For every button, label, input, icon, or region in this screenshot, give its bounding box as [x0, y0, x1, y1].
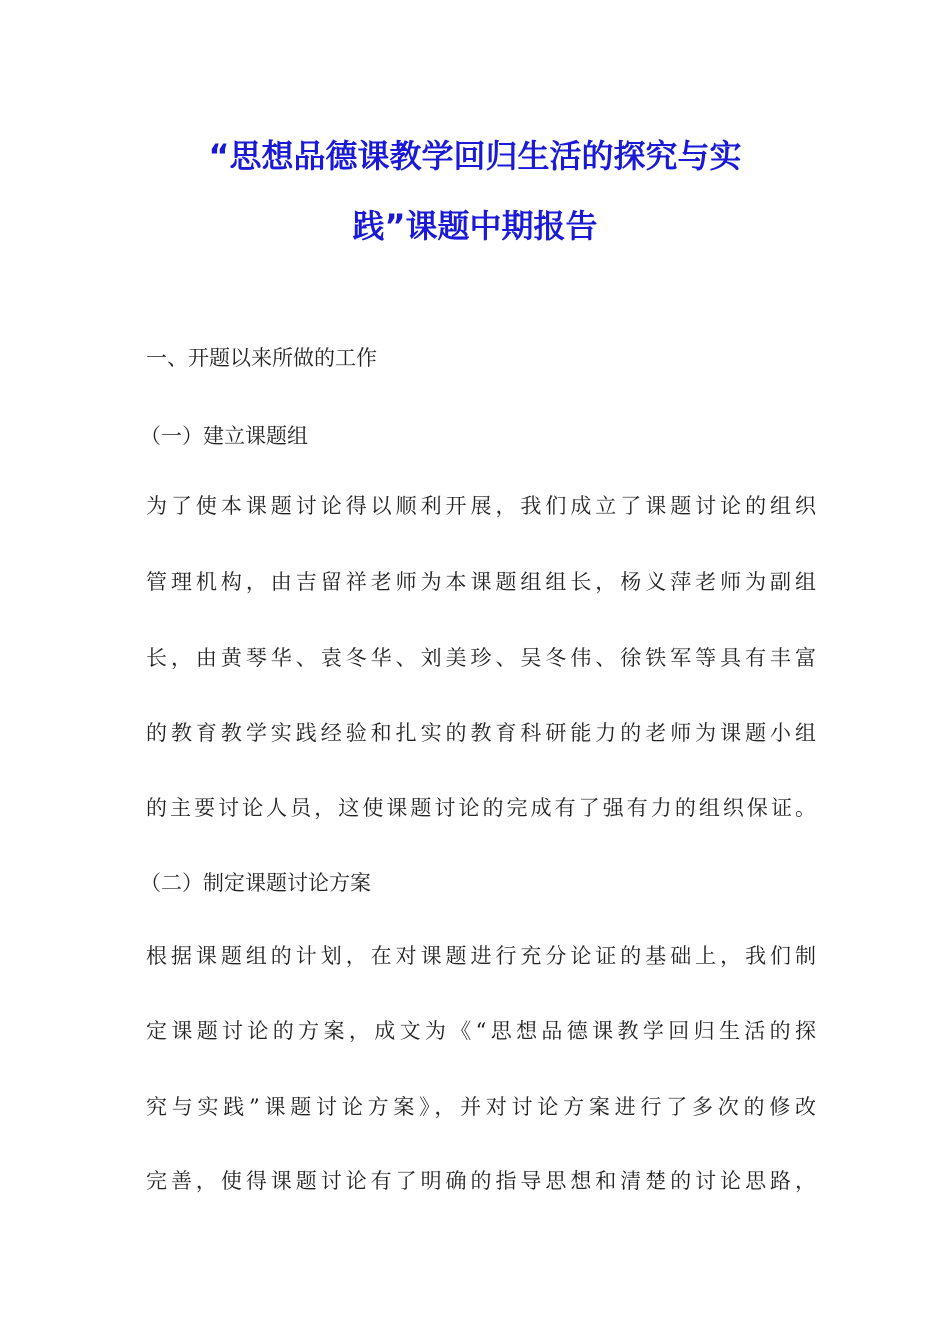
paragraph-line: 的教育教学实践经验和扎实的教育科研能力的老师为课题小组	[146, 721, 816, 745]
paragraph-line: 定课题讨论的方案，成文为《“思想品德课教学回归生活的探	[146, 1019, 816, 1043]
paragraph-line: 完善，使得课题讨论有了明确的指导思想和清楚的讨论思路，	[146, 1169, 816, 1193]
paragraph-line: 为了使本课题讨论得以顺利开展，我们成立了课题讨论的组织	[146, 494, 816, 518]
subsection-heading-1: （一）建立课题组	[140, 424, 308, 448]
report-title-line-1: “思想品德课教学回归生活的探究与实	[208, 137, 742, 175]
paragraph-line: 的主要讨论人员，这使课题讨论的完成有了强有力的组织保证。	[146, 796, 816, 820]
report-title-line-2: 践”课题中期报告	[352, 207, 598, 245]
paragraph-line: 究与实践”课题讨论方案》，并对讨论方案进行了多次的修改	[146, 1095, 816, 1119]
subsection-heading-2: （二）制定课题讨论方案	[140, 871, 371, 895]
section-heading: 一、开题以来所做的工作	[146, 346, 377, 370]
paragraph-line: 长，由黄琴华、袁冬华、刘美珍、吴冬伟、徐铁军等具有丰富	[146, 646, 816, 670]
paragraph-line: 管理机构，由吉留祥老师为本课题组组长，杨义萍老师为副组	[146, 570, 816, 594]
paragraph-line: 根据课题组的计划，在对课题进行充分论证的基础上，我们制	[146, 944, 816, 968]
